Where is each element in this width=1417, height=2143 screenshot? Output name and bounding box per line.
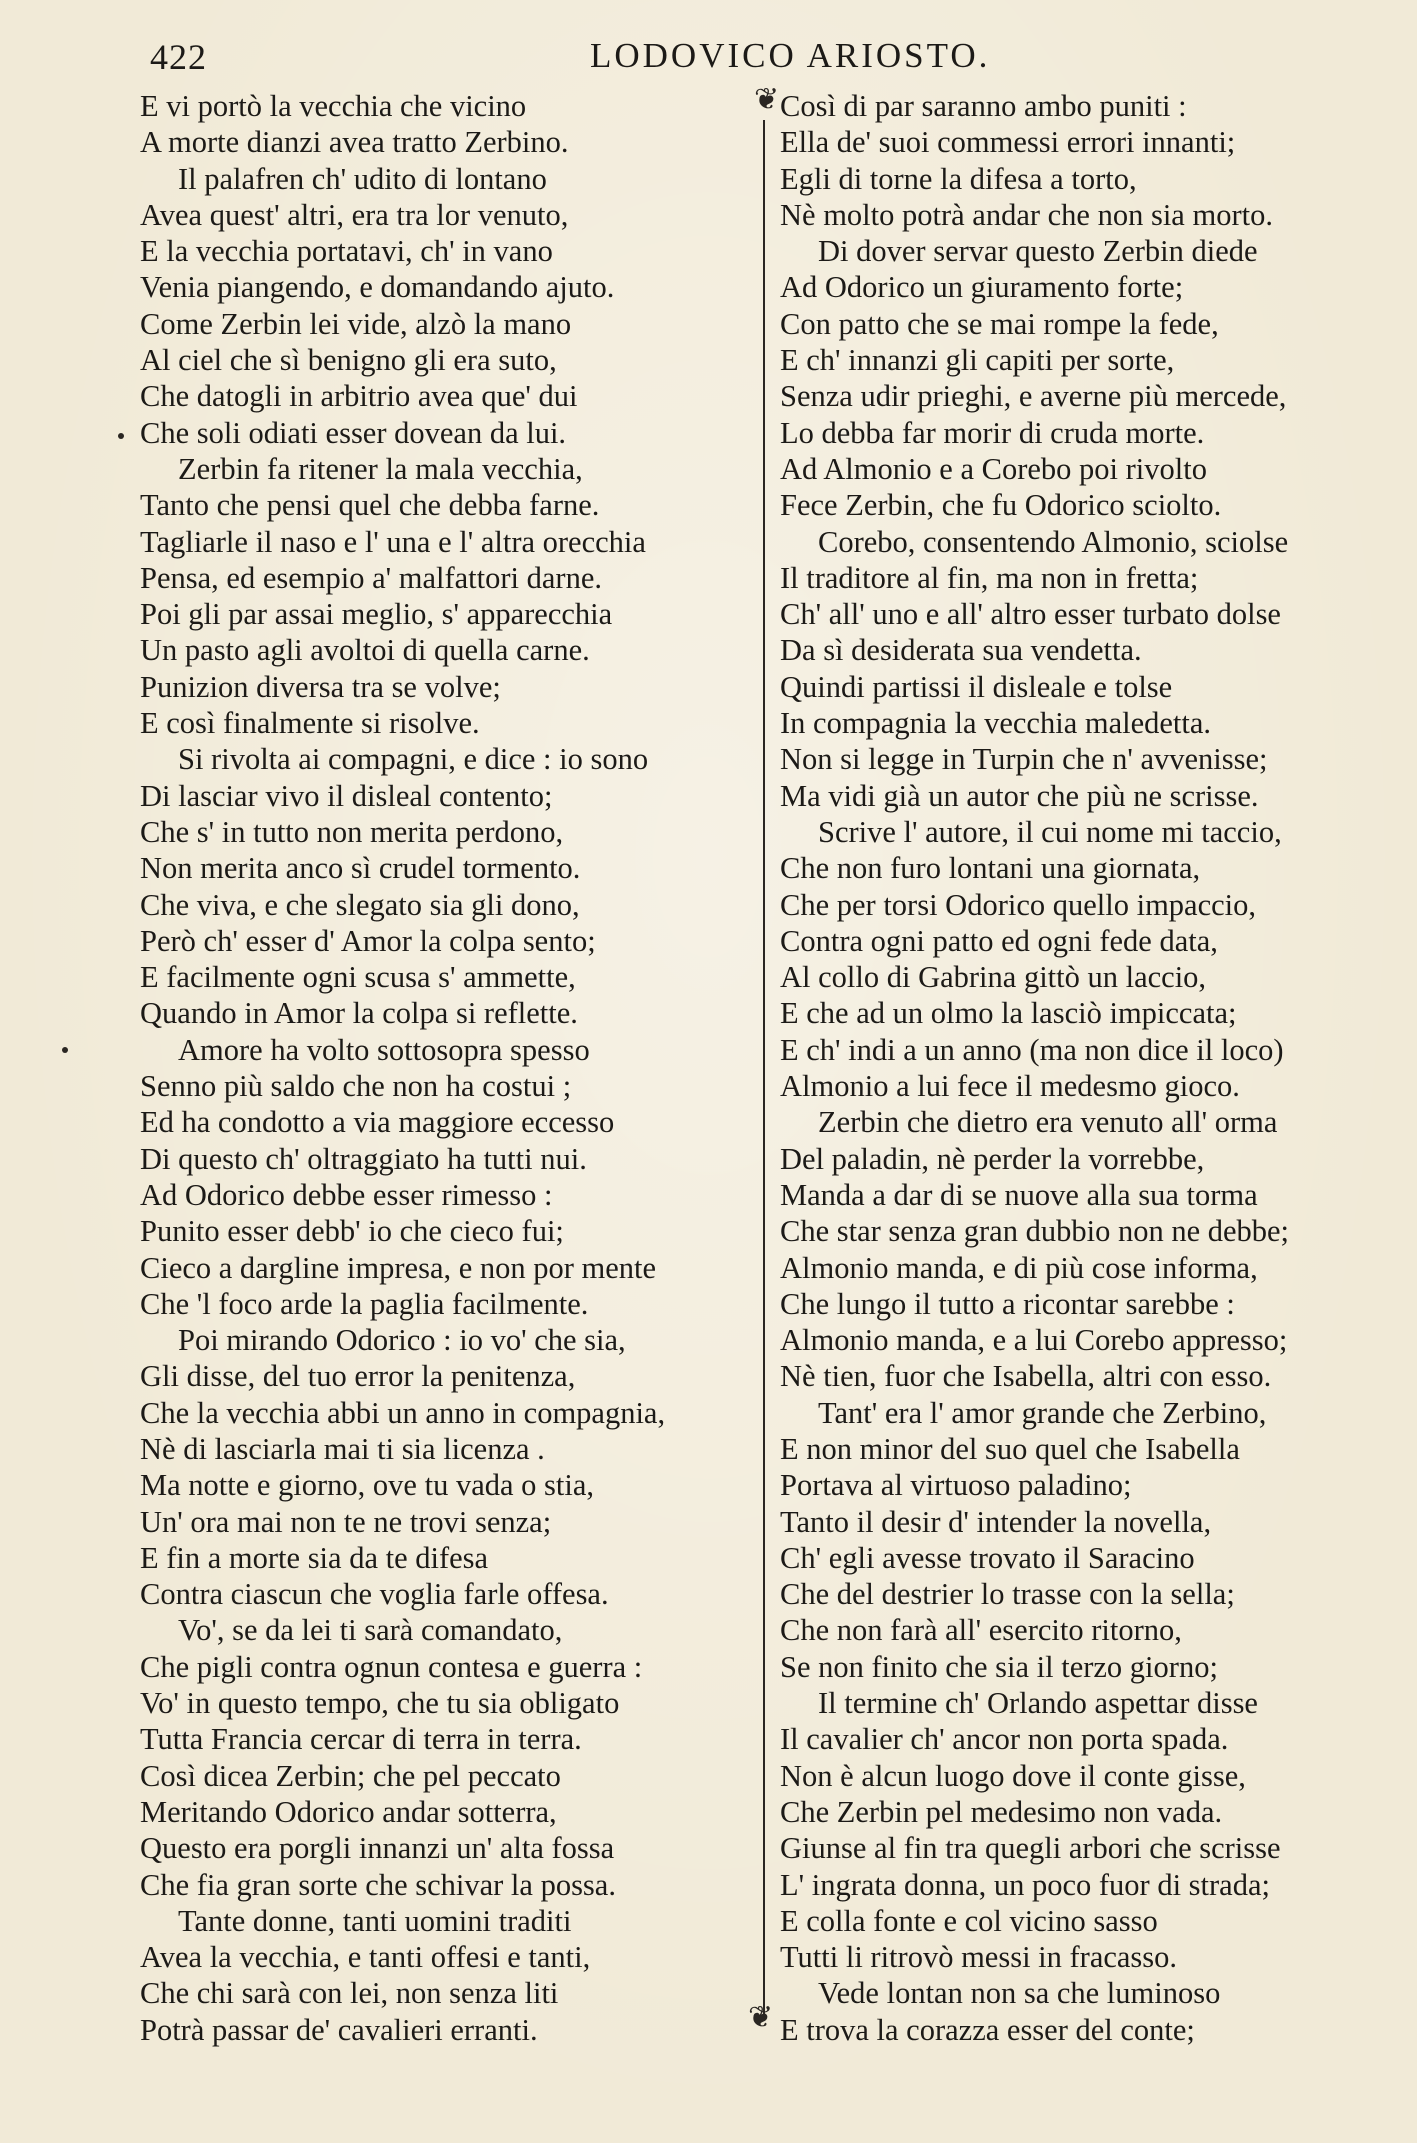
verse-line: Quindi partissi il disleale e tolse bbox=[780, 669, 1173, 704]
column-divider bbox=[763, 120, 765, 2020]
verse-line: E che ad un olmo la lasciò impiccata; bbox=[780, 996, 1237, 1031]
verse-line: Si rivolta ai compagni, e dice : io sono bbox=[178, 742, 649, 777]
verse-line: E ch' indi a un anno (ma non dice il loco) bbox=[780, 1032, 1284, 1067]
verse-line: Tanto che pensi quel che debba farne. bbox=[140, 488, 600, 523]
verse-line: Scrive l' autore, il cui nome mi taccio, bbox=[818, 814, 1282, 849]
verse-line: Che pigli contra ognun contesa e guerra : bbox=[140, 1649, 643, 1684]
verse-line: Venia piangendo, e domandando ajuto. bbox=[140, 270, 615, 305]
verse-line: Senno più saldo che non ha costui ; bbox=[140, 1069, 572, 1104]
verse-line: Corebo, consentendo Almonio, sciolse bbox=[818, 524, 1289, 559]
verse-line: Fece Zerbin, che fu Odorico sciolto. bbox=[780, 488, 1222, 523]
verse-line: Contra ciascun che voglia farle offesa. bbox=[140, 1577, 609, 1612]
verse-line: Che datogli in arbitrio avea que' dui bbox=[140, 379, 578, 414]
verse-line: E facilmente ogni scusa s' ammette, bbox=[140, 960, 576, 995]
verse-line: Almonio manda, e di più cose informa, bbox=[780, 1250, 1258, 1285]
verse-line: Tanto il desir d' intender la novella, bbox=[780, 1504, 1212, 1539]
verse-line: Ad Odorico debbe esser rimesso : bbox=[140, 1177, 553, 1212]
verse-line: Che 'l foco arde la paglia facilmente. bbox=[140, 1286, 589, 1321]
verse-line: Ed ha condotto a via maggiore eccesso bbox=[140, 1105, 615, 1140]
verse-line: Un pasto agli avoltoi di quella carne. bbox=[140, 633, 590, 668]
verse-line: Nè tien, fuor che Isabella, altri con esso. bbox=[780, 1359, 1272, 1394]
verse-line: Ella de' suoi commessi errori innanti; bbox=[780, 125, 1236, 160]
verse-line: Al ciel che sì benigno gli era suto, bbox=[140, 343, 557, 378]
verse-line: Avea quest' altri, era tra lor venuto, bbox=[140, 197, 569, 232]
verse-line: Non merita anco sì crudel tormento. bbox=[140, 851, 581, 886]
verse-line: Da sì desiderata sua vendetta. bbox=[780, 633, 1142, 668]
verse-line: Tutta Francia cercar di terra in terra. bbox=[140, 1722, 582, 1757]
verse-line: Contra ogni patto ed ogni fede data, bbox=[780, 923, 1218, 958]
verse-line: Cieco a dargline impresa, e non por mente bbox=[140, 1250, 657, 1285]
verse-line: Nè molto potrà andar che non sia morto. bbox=[780, 197, 1273, 232]
verse-line: Come Zerbin lei vide, alzò la mano bbox=[140, 306, 572, 341]
verse-line: Se non finito che sia il terzo giorno; bbox=[780, 1649, 1218, 1684]
running-head: LODOVICO ARIOSTO. bbox=[590, 36, 991, 75]
verse-line: L' ingrata donna, un poco fuor di strada; bbox=[780, 1867, 1270, 1902]
verse-line: Un' ora mai non te ne trovi senza; bbox=[140, 1504, 552, 1539]
verse-line: Che viva, e che slegato sia gli dono, bbox=[140, 887, 580, 922]
verse-line: Che non farà all' esercito ritorno, bbox=[780, 1613, 1182, 1648]
right-column bbox=[780, 88, 1400, 2048]
verse-line: Nè di lasciarla mai ti sia licenza . bbox=[140, 1431, 545, 1466]
verse-line: Che per torsi Odorico quello impaccio, bbox=[780, 887, 1257, 922]
verse-line: Il termine ch' Orlando aspettar disse bbox=[818, 1686, 1258, 1721]
page-header bbox=[150, 28, 1360, 88]
verse-line: Questo era porgli innanzi un' alta fossa bbox=[140, 1831, 615, 1866]
verse-line: Almonio manda, e a lui Corebo appresso; bbox=[780, 1323, 1288, 1358]
verse-line: Zerbin fa ritener la mala vecchia, bbox=[178, 451, 583, 486]
verse-line: Con patto che se mai rompe la fede, bbox=[780, 306, 1219, 341]
verse-line: A morte dianzi avea tratto Zerbino. bbox=[140, 125, 569, 160]
verse-line: Portava al virtuoso paladino; bbox=[780, 1468, 1132, 1503]
verse-line: Vo' in questo tempo, che tu sia obligato bbox=[140, 1686, 620, 1721]
verse-line: Ma vidi già un autor che più ne scrisse. bbox=[780, 778, 1259, 813]
verse-line: Potrà passar de' cavalieri erranti. bbox=[140, 2012, 538, 2047]
verse-line: Non è alcun luogo dove il conte gisse, bbox=[780, 1758, 1246, 1793]
verse-line: Gli disse, del tuo error la penitenza, bbox=[140, 1359, 576, 1394]
page-number: 422 bbox=[150, 37, 207, 77]
verse-line: Vede lontan non sa che luminoso bbox=[818, 1976, 1221, 2011]
verse-line: Tante donne, tanti uomini traditi bbox=[178, 1903, 572, 1938]
verse-line: Che s' in tutto non merita perdono, bbox=[140, 814, 564, 849]
verse-line: Ma notte e giorno, ove tu vada o stia, bbox=[140, 1468, 595, 1503]
verse-line: Di dover servar questo Zerbin diede bbox=[818, 234, 1258, 269]
verse-line: Ch' all' uno e all' altro esser turbato dolse bbox=[780, 597, 1281, 632]
verse-line: Senza udir prieghi, e averne più mercede, bbox=[780, 379, 1287, 414]
margin-dot bbox=[118, 433, 124, 439]
verse-line: Che non furo lontani una giornata, bbox=[780, 851, 1201, 886]
verse-line: Zerbin che dietro era venuto all' orma bbox=[818, 1105, 1278, 1140]
verse-line: Che star senza gran dubbio non ne debbe; bbox=[780, 1214, 1290, 1249]
verse-line: Del paladin, nè perder la vorrebbe, bbox=[780, 1141, 1205, 1176]
verse-line: E colla fonte e col vicino sasso bbox=[780, 1903, 1158, 1938]
verse-line: Al collo di Gabrina gittò un laccio, bbox=[780, 960, 1207, 995]
verse-line: In compagnia la vecchia maledetta. bbox=[780, 706, 1212, 741]
verse-line: Poi gli par assai meglio, s' apparecchia bbox=[140, 597, 613, 632]
left-column bbox=[140, 88, 760, 2048]
verse-line: Il palafren ch' udito di lontano bbox=[178, 161, 547, 196]
verse-line: Che chi sarà con lei, non senza liti bbox=[140, 1976, 559, 2011]
verse-line: E non minor del suo quel che Isabella bbox=[780, 1431, 1240, 1466]
verse-line: Ch' egli avesse trovato il Saracino bbox=[780, 1540, 1195, 1575]
verse-line: Il cavalier ch' ancor non porta spada. bbox=[780, 1722, 1229, 1757]
verse-line: Pensa, ed esempio a' malfattori darne. bbox=[140, 560, 602, 595]
verse-line: Almonio a lui fece il medesmo gioco. bbox=[780, 1069, 1240, 1104]
verse-line: Lo debba far morir di cruda morte. bbox=[780, 415, 1205, 450]
verse-line: Che lungo il tutto a ricontar sarebbe : bbox=[780, 1286, 1235, 1321]
verse-line: Giunse al fin tra quegli arbori che scrisse bbox=[780, 1831, 1281, 1866]
verse-line: E così finalmente si risolve. bbox=[140, 706, 480, 741]
verse-line: Poi mirando Odorico : io vo' che sia, bbox=[178, 1323, 626, 1358]
verse-line: Che la vecchia abbi un anno in compagnia, bbox=[140, 1395, 666, 1430]
verse-line: Il traditore al fin, ma non in fretta; bbox=[780, 560, 1199, 595]
verse-line: Amore ha volto sottosopra spesso bbox=[178, 1032, 590, 1067]
verse-line: Così dicea Zerbin; che pel peccato bbox=[140, 1758, 561, 1793]
fleuron-bottom-icon: ❦ bbox=[748, 2000, 774, 2035]
verse-line: Però ch' esser d' Amor la colpa sento; bbox=[140, 923, 596, 958]
verse-line: Quando in Amor la colpa si reflette. bbox=[140, 996, 578, 1031]
verse-line: Di lasciar vivo il disleal contento; bbox=[140, 778, 553, 813]
verse-line: Egli di torne la difesa a torto, bbox=[780, 161, 1137, 196]
verse-line: E trova la corazza esser del conte; bbox=[780, 2012, 1195, 2047]
verse-line: Meritando Odorico andar sotterra, bbox=[140, 1794, 557, 1829]
verse-line: Ad Almonio e a Corebo poi rivolto bbox=[780, 451, 1207, 486]
verse-line: Manda a dar di se nuove alla sua torma bbox=[780, 1177, 1258, 1212]
verse-line: Che Zerbin pel medesimo non vada. bbox=[780, 1794, 1223, 1829]
verse-line: Ad Odorico un giuramento forte; bbox=[780, 270, 1184, 305]
verse-line: Punito esser debb' io che cieco fui; bbox=[140, 1214, 564, 1249]
verse-line: Tant' era l' amor grande che Zerbino, bbox=[818, 1395, 1267, 1430]
verse-line: Di questo ch' oltraggiato ha tutti nui. bbox=[140, 1141, 587, 1176]
verse-line: E ch' innanzi gli capiti per sorte, bbox=[780, 343, 1175, 378]
verse-line: Tutti li ritrovò messi in fracasso. bbox=[780, 1940, 1178, 1975]
verse-line: E fin a morte sia da te difesa bbox=[140, 1540, 489, 1575]
verse-line: Avea la vecchia, e tanti offesi e tanti, bbox=[140, 1940, 591, 1975]
fleuron-top-icon: ❦ bbox=[754, 82, 780, 117]
verse-line: Che soli odiati esser dovean da lui. bbox=[140, 415, 567, 450]
verse-line: Non si legge in Turpin che n' avvenisse; bbox=[780, 742, 1268, 777]
verse-line: Vo', se da lei ti sarà comandato, bbox=[178, 1613, 563, 1648]
verse-line: Punizion diversa tra se volve; bbox=[140, 669, 501, 704]
verse-line: Tagliarle il naso e l' una e l' altra orecchia bbox=[140, 524, 646, 559]
verse-line: Che fia gran sorte che schivar la possa. bbox=[140, 1867, 616, 1902]
margin-dot bbox=[62, 1047, 68, 1053]
verse-line: E vi portò la vecchia che vicino bbox=[140, 89, 527, 123]
verse-line: Così di par saranno ambo puniti : bbox=[780, 89, 1187, 123]
verse-line: Che del destrier lo trasse con la sella; bbox=[780, 1577, 1235, 1612]
verse-line: E la vecchia portatavi, ch' in vano bbox=[140, 234, 553, 269]
